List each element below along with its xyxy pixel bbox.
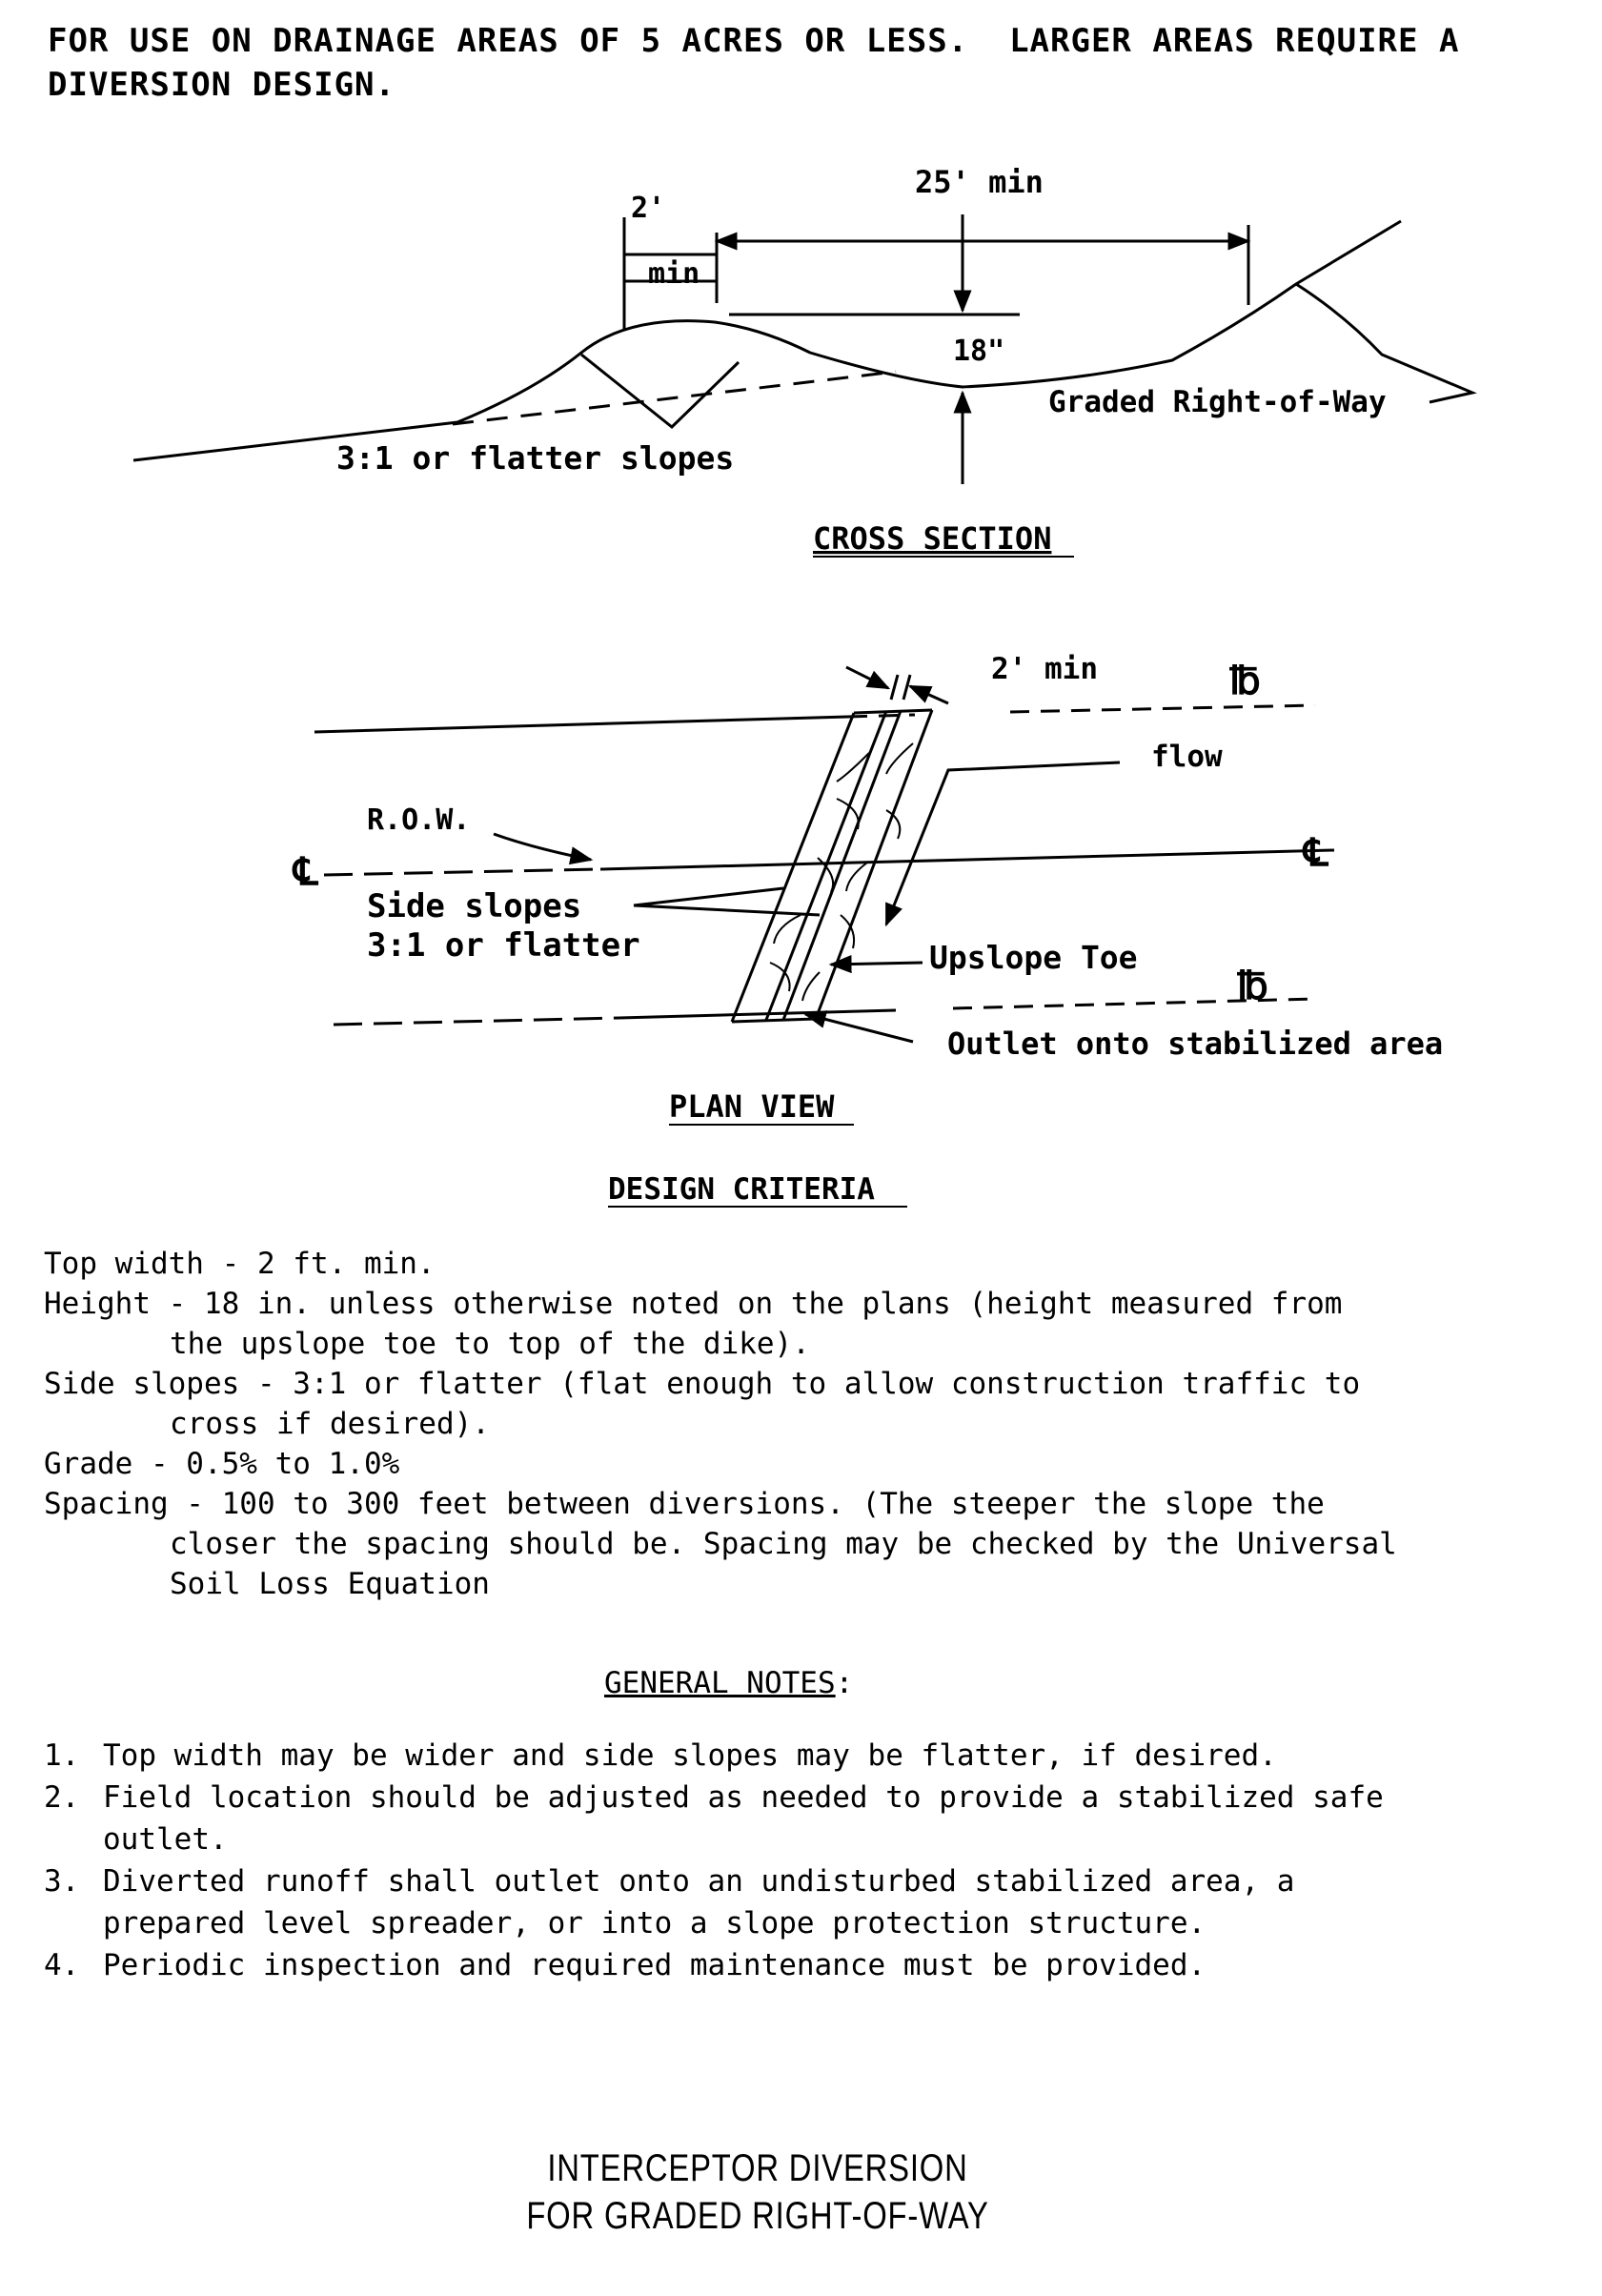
- general-notes-heading-colon: :: [835, 1666, 854, 1700]
- design-criteria-list: [44, 1244, 1569, 1604]
- top-row-line: [314, 717, 848, 732]
- cross-section: [133, 164, 1472, 557]
- right-of-way-label: Graded Right-of-Way: [1048, 385, 1387, 419]
- criteria-item: [44, 1444, 1569, 1484]
- usage-note-line-2: DIVERSION DESIGN.: [48, 66, 395, 104]
- general-note-line: Diverted runoff shall outlet onto an undisturbed stabilized area, a: [103, 1864, 1295, 1899]
- general-note-body: [103, 1860, 1294, 1944]
- upslope-toe-label: Upslope Toe: [929, 939, 1138, 976]
- usage-note-line-1: FOR USE ON DRAINAGE AREAS OF 5 ACRES OR LESS. LARGER AREAS REQUIRE A: [48, 22, 1460, 60]
- general-notes-list: [44, 1735, 1569, 1986]
- row-label: R.O.W.: [367, 803, 471, 837]
- general-note-line: outlet.: [103, 1822, 228, 1857]
- design-criteria-heading: DESIGN CRITERIA: [608, 1172, 875, 1207]
- general-notes-heading: GENERAL NOTES: [604, 1666, 836, 1700]
- slopes-label: 3:1 or flatter slopes: [336, 439, 735, 477]
- width-label: 25' min: [915, 164, 1044, 200]
- side-slopes-label-1: Side slopes: [367, 887, 582, 925]
- side-slopes-label-2: 3:1 or flatter: [367, 926, 640, 965]
- criteria-item-text: Side slopes - 3:1 or flatter (flat enough to allow construction traffic to: [44, 1367, 1361, 1401]
- general-note-number: 1.: [44, 1738, 80, 1773]
- general-note: [44, 1735, 1569, 1777]
- general-note-body: [103, 1944, 1206, 1986]
- plan-width-label: 2' min: [991, 652, 1098, 686]
- criteria-item-continuation: closer the spacing should be. Spacing may be checked by the Universal: [170, 1527, 1397, 1561]
- criteria-item-text: Grade - 0.5% to 1.0%: [44, 1447, 400, 1481]
- criteria-item-text: Top width - 2 ft. min.: [44, 1247, 436, 1281]
- flow-label: flow: [1151, 740, 1223, 774]
- general-notes: [44, 1666, 1569, 1986]
- ground-profile: [133, 221, 1401, 460]
- drawing-title-line-2: FOR GRADED RIGHT-OF-WAY: [526, 2195, 989, 2237]
- top-width-min-label: min: [648, 257, 700, 291]
- original-ground-line: [453, 372, 896, 424]
- top-width-label: 2': [631, 192, 666, 225]
- drawing-title: [0, 2144, 1515, 2240]
- general-note-body: [103, 1735, 1277, 1777]
- general-note-line: Periodic inspection and required maintenance must be provided.: [103, 1948, 1207, 1982]
- general-notes-heading-wrap: [604, 1662, 853, 1704]
- criteria-item-text: Spacing - 100 to 300 feet between diversions. (The steeper the slope the: [44, 1487, 1325, 1521]
- drawing-title-line-1: INTERCEPTOR DIVERSION: [547, 2147, 968, 2189]
- outlet-label: Outlet onto stabilized area: [947, 1026, 1444, 1062]
- bottom-row-line: [334, 1018, 619, 1025]
- general-note-number: 4.: [44, 1948, 80, 1982]
- centerline-symbol-left: ℄: [294, 850, 318, 894]
- criteria-item: [44, 1364, 1569, 1444]
- general-note-body: [103, 1777, 1384, 1860]
- general-note: [44, 1944, 1569, 1986]
- general-note: [44, 1860, 1569, 1944]
- centerline: [324, 869, 600, 875]
- criteria-item: [44, 1484, 1569, 1604]
- general-note: [44, 1777, 1569, 1860]
- plan-view-caption: PLAN VIEW: [669, 1088, 835, 1125]
- property-line-symbol-top: ℔: [1229, 660, 1261, 703]
- general-note-number: 3.: [44, 1864, 80, 1899]
- criteria-item: [44, 1284, 1569, 1364]
- general-note-line: prepared level spreader, or into a slope protection structure.: [103, 1906, 1207, 1940]
- general-note-line: Top width may be wider and side slopes may be flatter, if desired.: [103, 1738, 1277, 1773]
- plan-view: [292, 652, 1443, 1125]
- flow-arrow: [886, 762, 1120, 924]
- dike-core: [581, 355, 739, 427]
- centerline-symbol-right: ℄: [1304, 831, 1328, 875]
- property-line-symbol-bottom: ℔: [1237, 965, 1268, 1008]
- criteria-item-text: Height - 18 in. unless otherwise noted on the plans (height measured from: [44, 1287, 1343, 1321]
- cross-section-caption: CROSS SECTION: [813, 520, 1052, 557]
- general-note-number: 2.: [44, 1780, 80, 1815]
- criteria-item-continuation: Soil Loss Equation: [170, 1567, 490, 1601]
- criteria-item-continuation: cross if desired).: [170, 1407, 490, 1441]
- criteria-item: [44, 1244, 1569, 1284]
- height-label: 18": [953, 335, 1005, 368]
- general-note-line: Field location should be adjusted as needed to provide a stabilized safe: [103, 1780, 1384, 1815]
- criteria-item-continuation: the upslope toe to top of the dike).: [170, 1327, 810, 1361]
